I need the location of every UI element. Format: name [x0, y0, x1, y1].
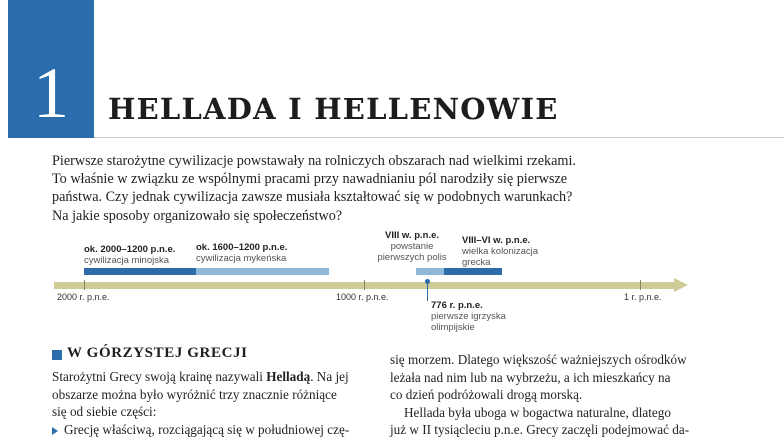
intro-line: Pierwsze starożytne cywilizacje powstawały na rolniczych obszarach nad wielkimi rzekami. [52, 153, 576, 169]
section-marker [52, 350, 62, 360]
section-title: W GÓRZYSTEJ GRECJI [67, 345, 248, 361]
intro-line: To właśnie w związku ze wspólnymi pracami przy nawadnianiu pól narodziły się pierwsze [52, 171, 568, 188]
text-line: co dzień podróżowali drogą morską. [390, 387, 583, 403]
intro-line: Na jakie sposoby organizowało się społeczeństwo? [52, 207, 343, 224]
text-line: Hellada była uboga w bogactwa naturalne, dlatego [404, 404, 671, 420]
chapter-number: 1 [33, 53, 69, 133]
timeline-event-minoan [84, 244, 175, 266]
event-date: ok. 1600–1200 p.n.e. [196, 242, 288, 253]
timeline-tick-label: 2000 r. p.n.e. [57, 292, 110, 302]
left-column [52, 368, 349, 438]
text-line: obszarze można było wyróżnić trzy znacznie różniące [52, 386, 337, 402]
timeline-bar-colonization [444, 268, 502, 275]
chapter-divider [94, 137, 784, 138]
event-desc: cywilizacja mykeńska [196, 253, 287, 264]
event-date: VIII w. p.n.e. [384, 230, 440, 241]
text-line: się od siebie części: [52, 404, 157, 420]
timeline-arrow [674, 278, 688, 292]
event-date: 776 r. p.n.e. [431, 300, 483, 311]
intro-paragraph [52, 152, 692, 225]
timeline-tick [364, 280, 365, 290]
event-desc: wielka kolonizacja grecka [462, 246, 539, 268]
timeline-tick [640, 280, 641, 290]
text-line [52, 368, 349, 386]
text-line: leżała nad nim lub na wybrzeżu, a ich mieszkańcy na [390, 369, 671, 385]
event-date: VIII–VI w. p.n.e. [462, 235, 531, 246]
timeline-bar-mycenaean [196, 268, 329, 275]
intro-line: państwa. Czy jednak cywilizacja zawsze musiała kształtować się w podobnych warunkach? [52, 189, 573, 206]
text-line: się morzem. Dlatego większość ważniejszych ośrodków [390, 352, 687, 367]
text-span: . Na jej [310, 369, 349, 384]
event-desc: cywilizacja minojska [84, 255, 169, 266]
event-desc: pierwsze igrzyska olimpijskie [431, 311, 506, 333]
bold-term: Helladą [266, 369, 311, 384]
timeline-tick [84, 280, 85, 290]
right-column [390, 351, 689, 439]
text-line: już w II tysiącleciu p.n.e. Grecy zaczęli podejmować da- [390, 422, 690, 438]
timeline-bar-polis [416, 268, 444, 275]
event-date: ok. 2000–1200 p.n.e. [84, 244, 176, 255]
timeline-event-olympics [431, 300, 521, 333]
timeline-tick-label: 1 r. p.n.e. [624, 292, 662, 302]
bullet-item [52, 421, 349, 439]
text-span: Starożytni Grecy swoją krainę nazywali [52, 369, 267, 384]
timeline-tick-label: 1000 r. p.n.e. [336, 292, 389, 302]
timeline-event-polis [372, 230, 452, 263]
event-desc: powstanie pierwszych polis [377, 241, 447, 263]
chapter-title: HELLADA I HELLENOWIE [108, 92, 559, 126]
timeline-event-colonization [462, 235, 548, 268]
bullet-triangle-icon [52, 427, 58, 435]
bullet-text: Grecję właściwą, rozciągającą się w południowej czę- [64, 421, 350, 437]
timeline-event-mycenaean [196, 242, 287, 264]
timeline-marker-dot [425, 279, 430, 284]
